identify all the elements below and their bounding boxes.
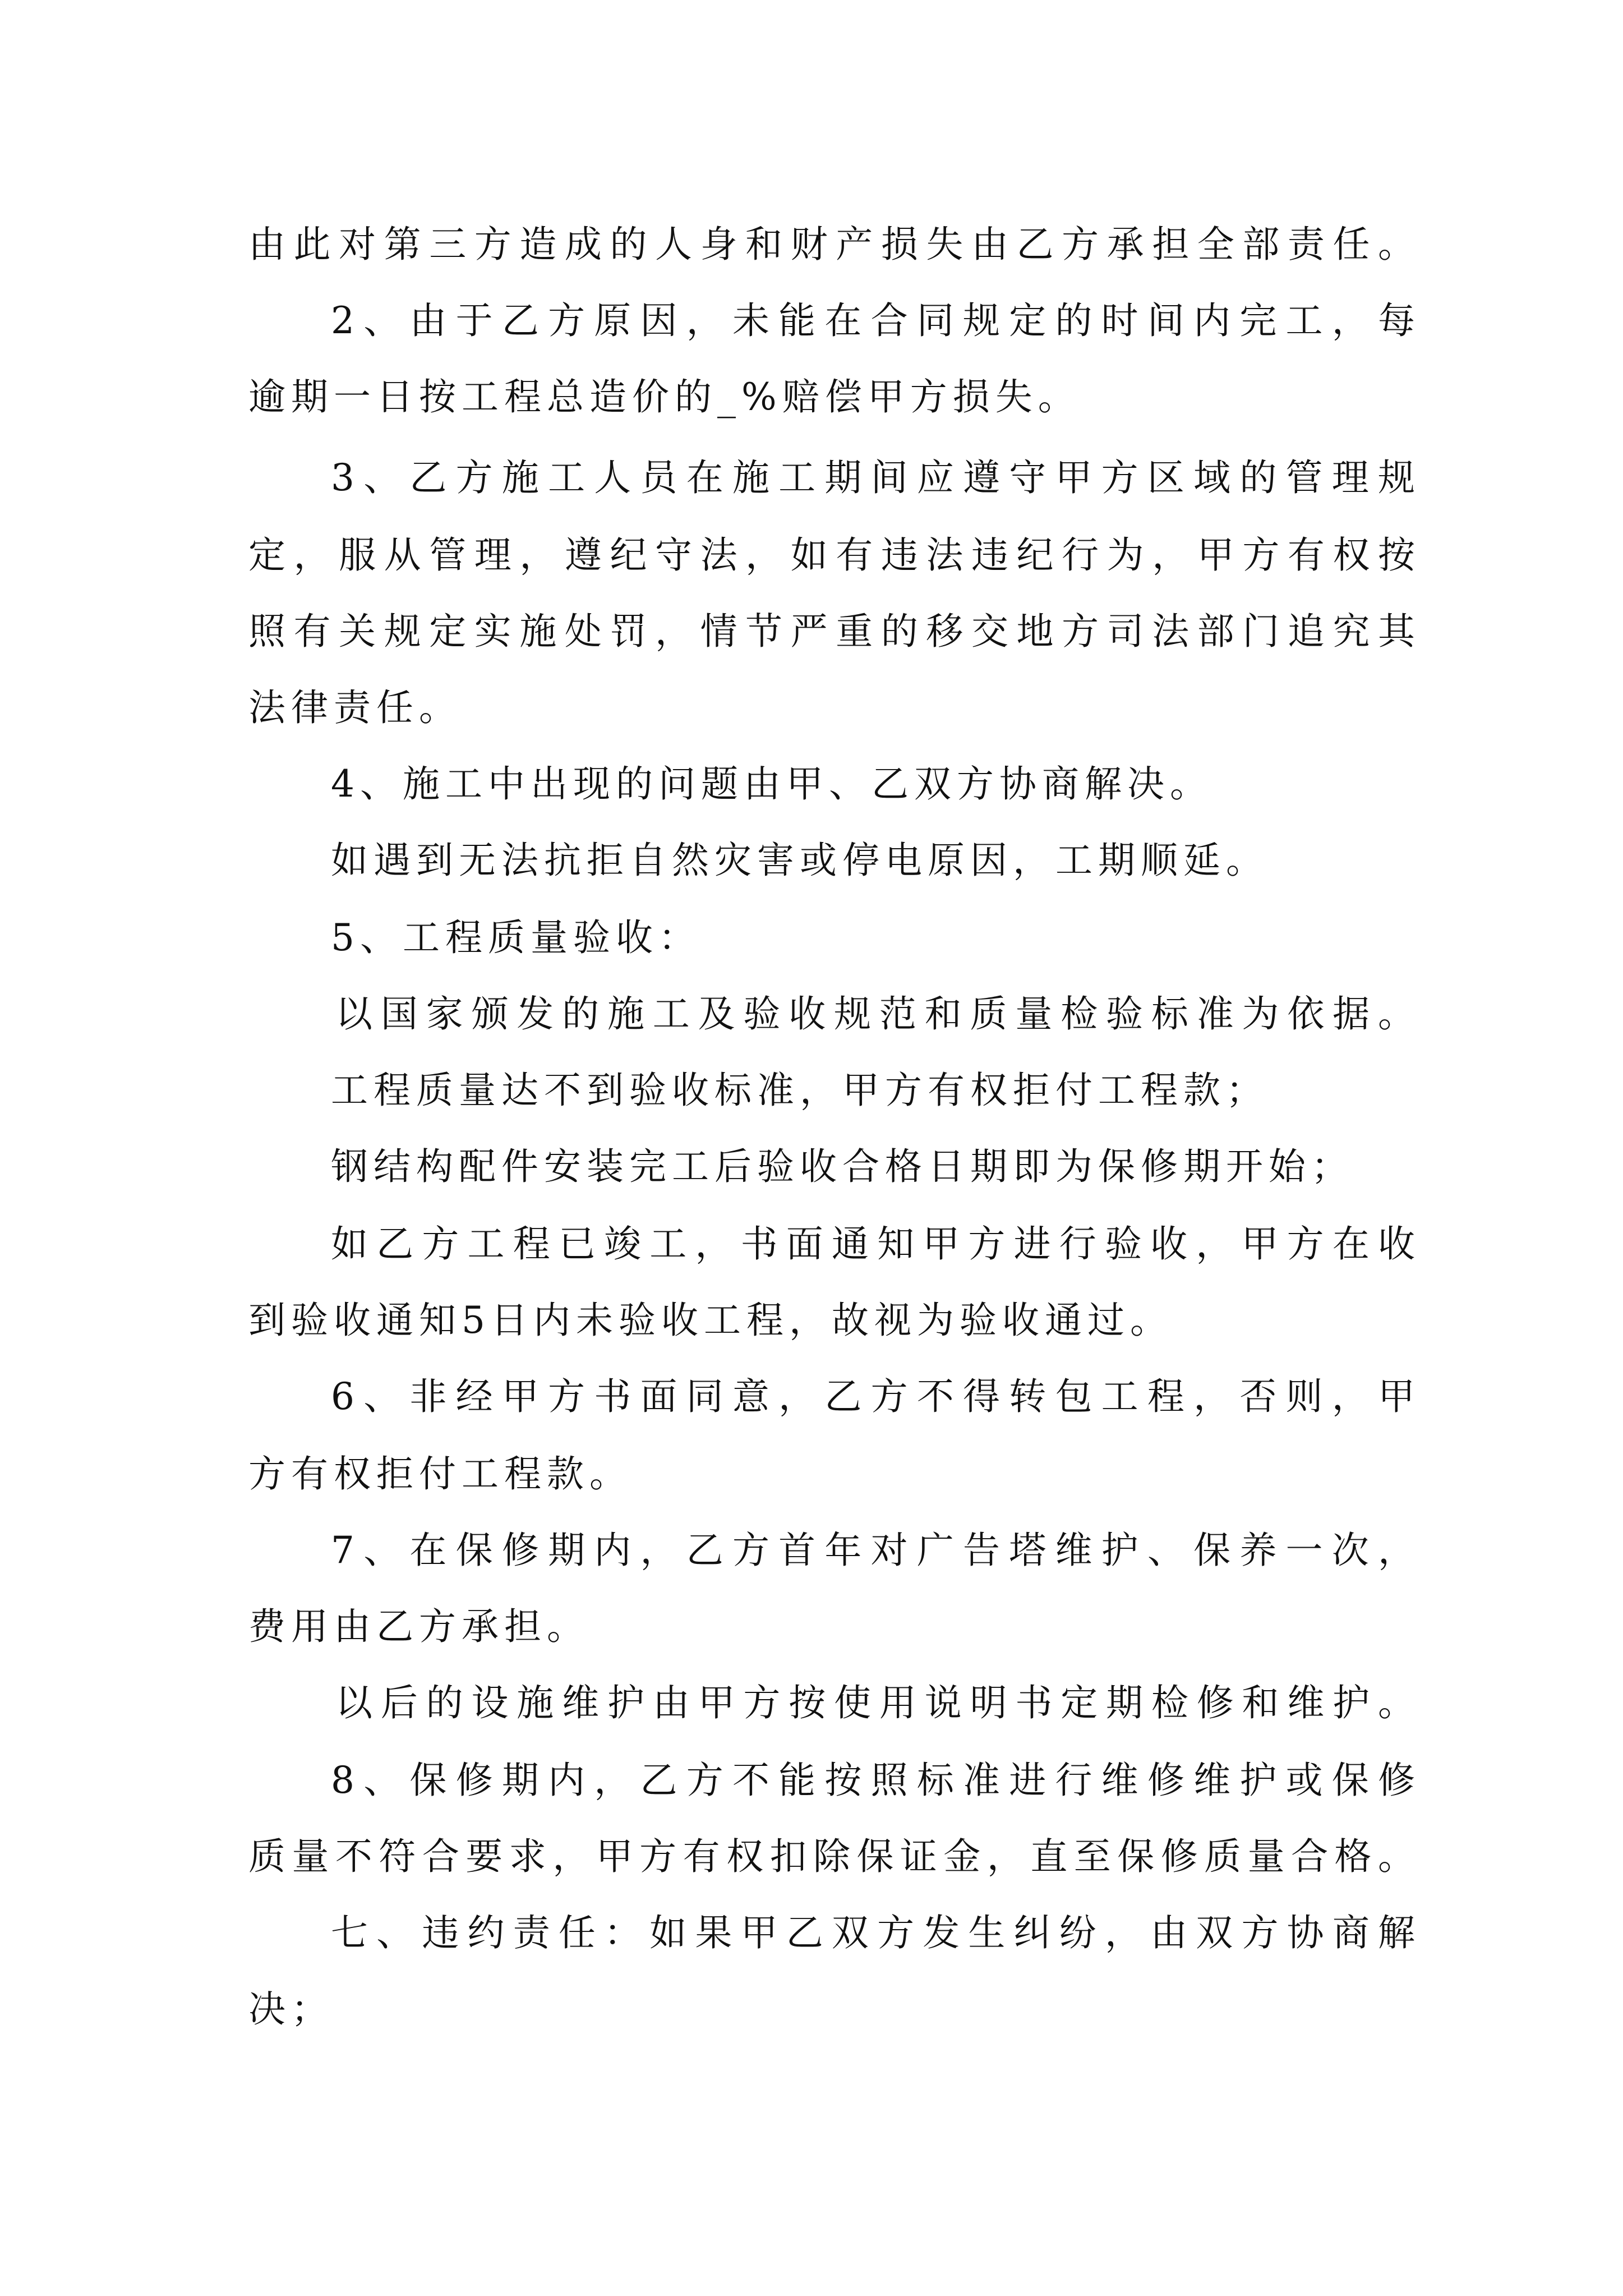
text-line-20: 以后的设施维护由甲方按使用说明书定期检修和维护。 — [335, 1681, 1415, 1724]
text-line-9: 如遇到无法抗拒自然灾害或停电原因，工期顺延。 — [331, 839, 1269, 882]
text-line-13: 钢结构配件安装完工后验收合格日期即为保修期开始； — [331, 1145, 1354, 1188]
text-line-15: 到验收通知5日内未验收工程，故视为验收通过。 — [248, 1299, 1173, 1342]
text-line-17: 方有权拒付工程款。 — [248, 1452, 632, 1496]
text-line-1: 由此对第三方造成的人身和财产损失由乙方承担全部责任。 — [248, 223, 1415, 266]
text-line-10: 5、工程质量验收： — [331, 916, 701, 959]
text-line-19: 费用由乙方承担。 — [248, 1605, 589, 1648]
text-line-7: 法律责任。 — [248, 686, 462, 729]
text-line-18: 7、在保修期内，乙方首年对广告塔维护、保养一次， — [331, 1529, 1415, 1572]
text-line-23: 七、违约责任：如果甲乙双方发生纠纷，由双方协商解 — [331, 1911, 1415, 1954]
text-line-14: 如乙方工程已竣工，书面通知甲方进行验收，甲方在收 — [331, 1222, 1415, 1266]
text-line-12: 工程质量达不到验收标准，甲方有权拒付工程款； — [331, 1069, 1269, 1112]
text-line-3: 逾期一日按工程总造价的_%赔偿甲方损失。 — [248, 375, 1081, 418]
text-line-8: 4、施工中出现的问题由甲、乙双方协商解决。 — [331, 762, 1212, 806]
text-line-5: 定，服从管理，遵纪守法，如有违法违纪行为，甲方有权按 — [248, 533, 1415, 577]
text-line-22: 质量不符合要求，甲方有权扣除保证金，直至保修质量合格。 — [248, 1835, 1415, 1878]
text-line-2: 2、由于乙方原因，未能在合同规定的时间内完工，每 — [331, 299, 1415, 342]
text-line-24: 决； — [248, 1987, 334, 2031]
text-line-6: 照有关规定实施处罚，情节严重的移交地方司法部门追究其 — [248, 610, 1415, 653]
text-line-11: 以国家颁发的施工及验收规范和质量检验标准为依据。 — [335, 992, 1415, 1036]
text-line-21: 8、保修期内，乙方不能按照标准进行维修维护或保修 — [331, 1759, 1415, 1802]
text-line-4: 3、乙方施工人员在施工期间应遵守甲方区域的管理规 — [331, 456, 1415, 499]
text-line-16: 6、非经甲方书面同意，乙方不得转包工程，否则，甲 — [331, 1375, 1415, 1418]
